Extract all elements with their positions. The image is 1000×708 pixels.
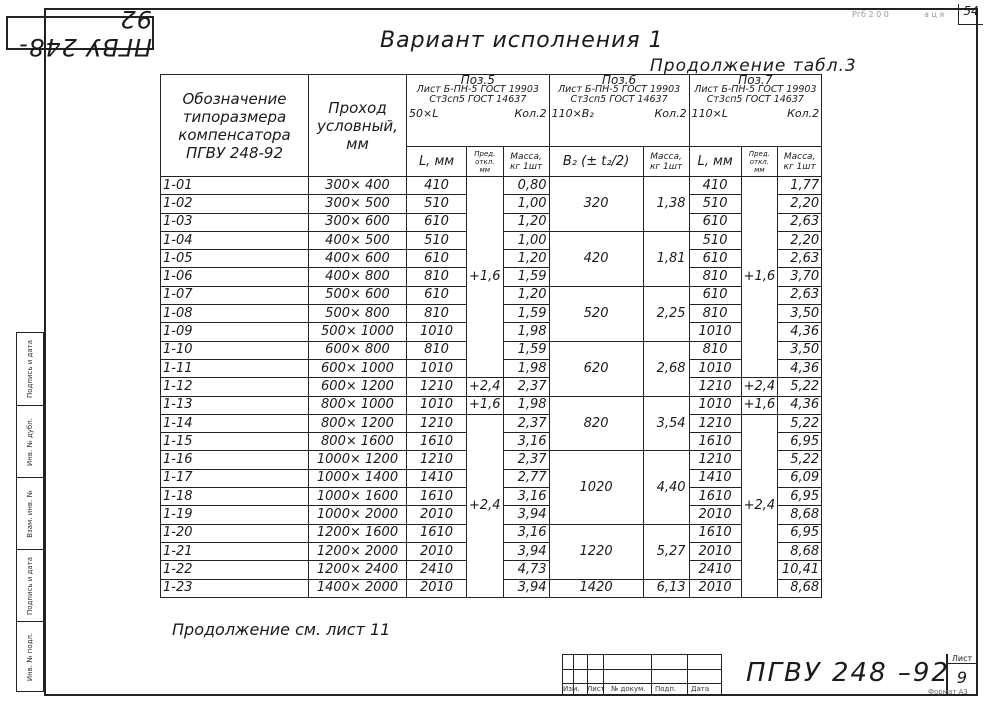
cell-b2: 320 (549, 177, 643, 232)
cell-designation: 1-13 (161, 396, 309, 414)
cell-designation: 1-15 (161, 433, 309, 451)
cell-b2: 620 (549, 341, 643, 396)
cell-l5: 1210 (407, 451, 467, 469)
group-doc: Лист (416, 84, 441, 95)
cell-mass7: 8,68 (778, 542, 822, 560)
cell-l7: 1210 (689, 414, 741, 432)
group-qty: Кол.2 (787, 107, 820, 120)
group-size: 50×L (409, 107, 439, 120)
cell-l5: 510 (407, 195, 467, 213)
group-line2: Ст3сп5 ГОСТ 14637 (429, 94, 527, 105)
cell-l7: 510 (689, 231, 741, 249)
cell-mass5: 1,00 (503, 195, 549, 213)
cell-designation: 1-05 (161, 250, 309, 268)
cell-l7: 1610 (689, 488, 741, 506)
group-header-pos6 (549, 75, 689, 147)
cell-mass5: 1,59 (503, 268, 549, 286)
continuation-note: Продолжение см. лист 11 (172, 620, 391, 639)
cell-passage: 400× 800 (309, 268, 407, 286)
cell-mass7: 8,68 (778, 579, 822, 597)
cell-mass6: 3,54 (643, 396, 689, 451)
cell-l7: 2010 (689, 506, 741, 524)
cell-passage: 800× 1000 (309, 396, 407, 414)
sidebar-cell (17, 549, 43, 622)
column-header-designation: Обозначение типоразмера компенсатора ПГВУ 248-92 (161, 75, 309, 177)
title-block-caption: Подп. (655, 685, 677, 693)
cell-b2: 420 (549, 231, 643, 286)
cell-mass5: 3,16 (503, 524, 549, 542)
title-block-caption: № докум. (611, 685, 646, 693)
cell-l7: 1610 (689, 433, 741, 451)
page-title: Вариант исполнения 1 (380, 28, 664, 53)
cell-passage: 400× 600 (309, 250, 407, 268)
format-label: Формат А3 (928, 688, 968, 696)
group-line1: Б-ПН-5 ГОСТ 19903 (721, 84, 817, 95)
cell-b2: 1420 (549, 579, 643, 597)
column-header-mass7: Масса, кг 1шт (778, 147, 822, 177)
cell-mass5: 0,80 (503, 177, 549, 195)
cell-l5: 810 (407, 341, 467, 359)
group-doc: Лист (557, 84, 583, 95)
cell-l5: 2410 (407, 561, 467, 579)
cell-designation: 1-03 (161, 213, 309, 231)
cell-mass7: 4,36 (778, 359, 822, 377)
cell-passage: 1000× 1400 (309, 469, 407, 487)
cell-passage: 1400× 2000 (309, 579, 407, 597)
cell-passage: 1200× 2000 (309, 542, 407, 560)
cell-mass7: 2,63 (778, 250, 822, 268)
group-doc: Лист (694, 84, 719, 95)
cell-tol7: +2,4 (741, 378, 778, 396)
table-row (161, 177, 822, 195)
cell-l5: 1010 (407, 396, 467, 414)
column-header-mass5: Масса, кг 1шт (503, 147, 549, 177)
cell-tol7: +2,4 (741, 414, 778, 597)
table-row (161, 378, 822, 396)
group-qty: Кол.2 (514, 107, 547, 120)
cell-mass7: 6,95 (778, 488, 822, 506)
cell-designation: 1-06 (161, 268, 309, 286)
cell-mass5: 3,16 (503, 433, 549, 451)
cell-mass7: 3,50 (778, 305, 822, 323)
cell-mass5: 3,94 (503, 506, 549, 524)
cell-mass7: 5,22 (778, 414, 822, 432)
cell-mass5: 3,16 (503, 488, 549, 506)
cell-designation: 1-01 (161, 177, 309, 195)
cell-passage: 600× 1200 (309, 378, 407, 396)
cell-mass7: 5,22 (778, 378, 822, 396)
cell-designation: 1-14 (161, 414, 309, 432)
cell-designation: 1-02 (161, 195, 309, 213)
cell-passage: 500× 1000 (309, 323, 407, 341)
cell-mass5: 4,73 (503, 561, 549, 579)
column-header-l5: L, мм (407, 147, 467, 177)
cell-mass7: 2,20 (778, 231, 822, 249)
cell-passage: 800× 1600 (309, 433, 407, 451)
group-qty: Кол.2 (654, 107, 687, 120)
sidebar-cell (17, 621, 43, 692)
cell-passage: 300× 500 (309, 195, 407, 213)
cell-l5: 610 (407, 286, 467, 304)
title-block-grid (562, 654, 722, 696)
document-stamp: ПГВУ 248-92 (6, 16, 154, 50)
cell-l5: 810 (407, 268, 467, 286)
cell-mass5: 2,37 (503, 378, 549, 396)
cell-b2: 1220 (549, 524, 643, 579)
cell-mass7: 2,63 (778, 286, 822, 304)
cell-designation: 1-10 (161, 341, 309, 359)
group-pos: Поз.6 (601, 73, 637, 87)
cell-mass7: 6,95 (778, 433, 822, 451)
cell-mass5: 3,94 (503, 579, 549, 597)
sheet-label: Лист (948, 654, 976, 664)
cell-designation: 1-12 (161, 378, 309, 396)
column-header-passage: Проход условный, мм (309, 75, 407, 177)
cell-designation: 1-04 (161, 231, 309, 249)
title-block-caption: Лист (587, 685, 605, 693)
sidebar-label: Инв. № подл. (26, 632, 35, 682)
group-line1: Б-ПН-5 ГОСТ 19903 (585, 84, 681, 95)
cell-tol5: +2,4 (467, 414, 504, 597)
cell-passage: 1000× 2000 (309, 506, 407, 524)
cell-mass5: 2,37 (503, 451, 549, 469)
cell-mass6: 4,40 (643, 451, 689, 524)
spec-table (160, 74, 822, 598)
cell-designation: 1-19 (161, 506, 309, 524)
cell-passage: 300× 400 (309, 177, 407, 195)
cell-l5: 610 (407, 213, 467, 231)
cell-mass7: 8,68 (778, 506, 822, 524)
cell-mass7: 3,50 (778, 341, 822, 359)
cell-mass6: 5,27 (643, 524, 689, 579)
column-header-tol7: Пред. откл. мм (741, 147, 778, 177)
cell-l7: 610 (689, 213, 741, 231)
cell-designation: 1-21 (161, 542, 309, 560)
cell-designation: 1-07 (161, 286, 309, 304)
cell-passage: 1200× 1600 (309, 524, 407, 542)
cell-l5: 2010 (407, 579, 467, 597)
cell-passage: 800× 1200 (309, 414, 407, 432)
column-header-tol5: Пред. откл. мм (467, 147, 504, 177)
cell-mass5: 1,59 (503, 341, 549, 359)
sidebar-cell (17, 405, 43, 478)
faint-mark: Ргб 2 0 0 (852, 10, 889, 19)
cell-mass6: 2,68 (643, 341, 689, 396)
table-body (161, 177, 822, 598)
table-row (161, 396, 822, 414)
cell-b2: 1020 (549, 451, 643, 524)
cell-mass6: 2,25 (643, 286, 689, 341)
cell-mass5: 1,20 (503, 286, 549, 304)
sidebar-label: Инв. № дубл. (26, 418, 34, 466)
left-stamp-column (16, 332, 44, 692)
cell-l7: 2410 (689, 561, 741, 579)
group-header-pos7 (689, 75, 822, 147)
cell-l7: 2010 (689, 542, 741, 560)
cell-l7: 810 (689, 341, 741, 359)
cell-mass7: 5,22 (778, 451, 822, 469)
cell-passage: 500× 800 (309, 305, 407, 323)
cell-mass7: 3,70 (778, 268, 822, 286)
cell-l7: 1210 (689, 378, 741, 396)
cell-l5: 1610 (407, 433, 467, 451)
cell-tol5: +1,6 (467, 396, 504, 414)
cell-l5: 810 (407, 305, 467, 323)
cell-l5: 1610 (407, 488, 467, 506)
cell-mass5: 3,94 (503, 542, 549, 560)
cell-passage: 400× 500 (309, 231, 407, 249)
cell-designation: 1-17 (161, 469, 309, 487)
cell-passage: 1200× 2400 (309, 561, 407, 579)
cell-designation: 1-20 (161, 524, 309, 542)
cell-b2: 520 (549, 286, 643, 341)
cell-designation: 1-08 (161, 305, 309, 323)
cell-mass6: 6,13 (643, 579, 689, 597)
cell-l5: 410 (407, 177, 467, 195)
sidebar-label: Подпись и дата (26, 557, 35, 615)
cell-mass5: 1,98 (503, 323, 549, 341)
cell-designation: 1-23 (161, 579, 309, 597)
cell-l7: 810 (689, 268, 741, 286)
document-code: ПГВУ 248 –92 (746, 658, 950, 688)
table-continuation-label: Продолжение табл.3 (650, 56, 857, 76)
cell-l7: 1010 (689, 323, 741, 341)
cell-l7: 1010 (689, 359, 741, 377)
page-number: 54 (958, 4, 983, 25)
table-row (161, 414, 822, 432)
cell-l7: 510 (689, 195, 741, 213)
cell-passage: 500× 600 (309, 286, 407, 304)
group-pos: Поз.5 (460, 73, 495, 87)
cell-l5: 2010 (407, 506, 467, 524)
column-header-l7: L, мм (689, 147, 741, 177)
cell-designation: 1-11 (161, 359, 309, 377)
cell-mass7: 4,36 (778, 323, 822, 341)
cell-b2: 820 (549, 396, 643, 451)
cell-mass7: 4,36 (778, 396, 822, 414)
cell-tol5: +2,4 (467, 378, 504, 396)
group-size: 110×В₂ (551, 107, 594, 120)
cell-l7: 1410 (689, 469, 741, 487)
cell-l5: 1210 (407, 378, 467, 396)
cell-passage: 1000× 1600 (309, 488, 407, 506)
cell-l5: 1210 (407, 414, 467, 432)
cell-l5: 1010 (407, 359, 467, 377)
group-header-pos5 (407, 75, 550, 147)
cell-l7: 1610 (689, 524, 741, 542)
cell-l7: 610 (689, 250, 741, 268)
cell-l7: 810 (689, 305, 741, 323)
title-block (562, 654, 978, 696)
cell-passage: 600× 800 (309, 341, 407, 359)
cell-mass6: 1,81 (643, 231, 689, 286)
cell-mass7: 10,41 (778, 561, 822, 579)
cell-mass5: 1,00 (503, 231, 549, 249)
sidebar-label: Взам. инв. № (26, 490, 34, 538)
cell-mass7: 2,63 (778, 213, 822, 231)
cell-l5: 510 (407, 231, 467, 249)
cell-l7: 1210 (689, 451, 741, 469)
cell-l5: 1010 (407, 323, 467, 341)
cell-mass5: 1,98 (503, 396, 549, 414)
cell-l5: 610 (407, 250, 467, 268)
cell-designation: 1-22 (161, 561, 309, 579)
cell-mass5: 2,37 (503, 414, 549, 432)
sidebar-cell (17, 477, 43, 550)
cell-designation: 1-16 (161, 451, 309, 469)
cell-mass5: 2,77 (503, 469, 549, 487)
cell-designation: 1-18 (161, 488, 309, 506)
faint-mark: а ц я (924, 10, 945, 19)
sheet-number: 9 (956, 668, 968, 687)
cell-passage: 1000× 1200 (309, 451, 407, 469)
cell-l5: 2010 (407, 542, 467, 560)
column-header-b2: B₂ (± t₂/2) (549, 147, 643, 177)
cell-mass7: 6,09 (778, 469, 822, 487)
cell-passage: 300× 600 (309, 213, 407, 231)
cell-designation: 1-09 (161, 323, 309, 341)
cell-passage: 600× 1000 (309, 359, 407, 377)
column-header-mass6: Масса, кг 1шт (643, 147, 689, 177)
cell-l5: 1610 (407, 524, 467, 542)
cell-l7: 1010 (689, 396, 741, 414)
group-line2: Ст3сп5 ГОСТ 14637 (570, 94, 668, 105)
cell-l7: 2010 (689, 579, 741, 597)
group-pos: Поз.7 (738, 73, 773, 87)
cell-tol7: +1,6 (741, 396, 778, 414)
cell-tol5: +1,6 (467, 177, 504, 378)
cell-mass5: 1,20 (503, 250, 549, 268)
group-line2: Ст3сп5 ГОСТ 14637 (706, 94, 804, 105)
group-line1: Б-ПН-5 ГОСТ 19903 (443, 84, 539, 95)
group-size: 110×L (691, 107, 728, 120)
cell-mass7: 2,20 (778, 195, 822, 213)
cell-mass7: 6,95 (778, 524, 822, 542)
title-block-caption: Изм. (563, 685, 580, 693)
sidebar-label: Подпись и дата (26, 340, 35, 398)
cell-tol7: +1,6 (741, 177, 778, 378)
cell-mass5: 1,98 (503, 359, 549, 377)
cell-mass7: 1,77 (778, 177, 822, 195)
cell-l7: 610 (689, 286, 741, 304)
title-block-caption: Дата (691, 685, 710, 693)
cell-l5: 1410 (407, 469, 467, 487)
cell-mass5: 1,59 (503, 305, 549, 323)
cell-mass6: 1,38 (643, 177, 689, 232)
sidebar-cell (17, 333, 43, 405)
cell-mass5: 1,20 (503, 213, 549, 231)
cell-l7: 410 (689, 177, 741, 195)
